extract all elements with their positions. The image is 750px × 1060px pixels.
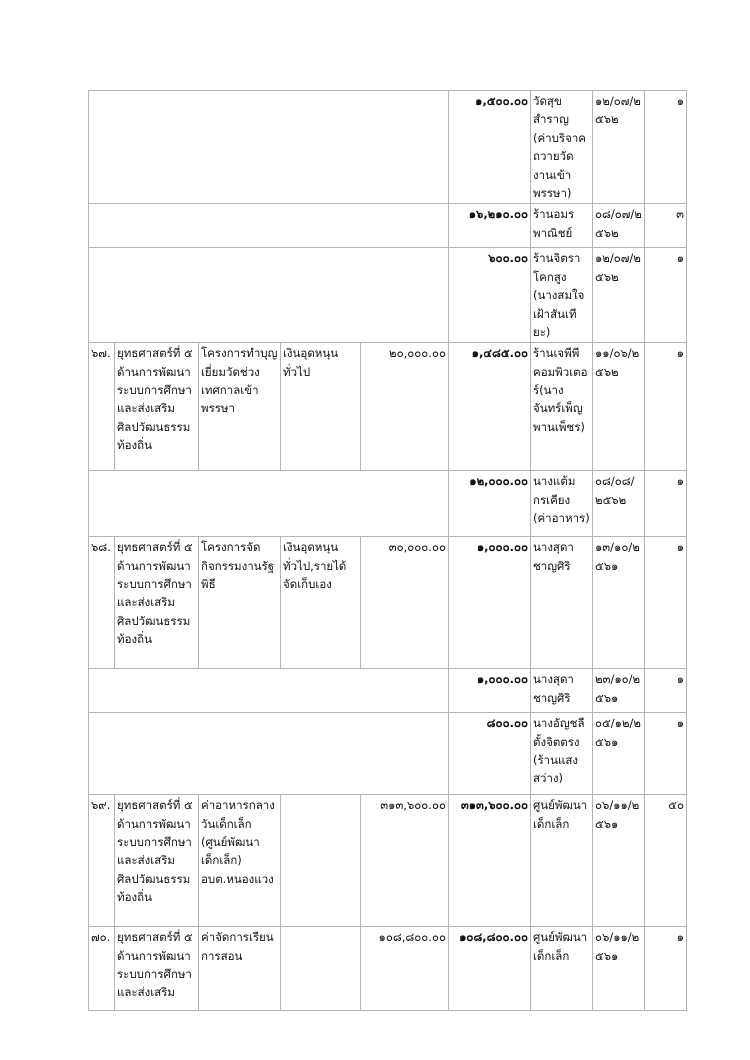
- quantity-cell: ๕๐: [645, 795, 687, 927]
- spent-amount-cell: ๑,๔๘๕.๐๐: [449, 343, 531, 471]
- date-cell: ๑๓/๑๐/๒๕๖๑: [593, 537, 645, 669]
- quantity-cell: ๑: [645, 537, 687, 669]
- date-cell: ๐๕/๑๒/๒๕๖๑: [593, 713, 645, 795]
- date-cell: ๑๒/๐๗/๒๕๖๒: [593, 91, 645, 204]
- quantity-cell: ๑: [645, 343, 687, 471]
- fund-source-cell: เงินอุดหนุนทั่วไป: [281, 343, 361, 471]
- spent-amount-cell: ๑๖,๒๑๐.๐๐: [449, 204, 531, 248]
- table-subrow: [89, 471, 687, 537]
- spent-amount-cell: ๘๐๐.๐๐: [449, 713, 531, 795]
- table-subrow: [89, 204, 687, 248]
- vendor-cell: นางแต้ม กรเคียง (ค่าอาหาร): [531, 471, 593, 537]
- date-cell: ๐๖/๑๑/๒๕๖๑: [593, 927, 645, 1011]
- row-number: ๖๗.: [89, 343, 115, 471]
- procurement-table: [88, 90, 687, 1011]
- table-row: [89, 537, 687, 669]
- date-cell: ๑๒/๐๗/๒๕๖๒: [593, 248, 645, 343]
- spent-amount-cell: ๓๑๓,๖๐๐.๐๐: [449, 795, 531, 927]
- date-cell: ๒๓/๑๐/๒๕๖๑: [593, 669, 645, 713]
- strategy-cell: ยุทธศาสตร์ที่ ๕ ด้านการพัฒนาระบบการศึกษาและส่งเสริมศิลปวัฒนธรรมท้องถิ่น: [115, 537, 199, 669]
- quantity-cell: ๑: [645, 471, 687, 537]
- spent-amount-cell: ๑๐๘,๘๐๐.๐๐: [449, 927, 531, 1011]
- table-row: [89, 343, 687, 471]
- row-number: ๖๘.: [89, 537, 115, 669]
- quantity-cell: ๑: [645, 248, 687, 343]
- project-cell: โครงการทำบุญเยี่ยมวัดช่วงเทศกาลเข้าพรรษา: [199, 343, 281, 471]
- spent-amount-cell: ๑,๕๐๐.๐๐: [449, 91, 531, 204]
- table-body: [89, 91, 687, 1011]
- row-number: ๖๙.: [89, 795, 115, 927]
- table-row: [89, 927, 687, 1011]
- merged-blank-cell: [89, 91, 449, 204]
- quantity-cell: ๓: [645, 204, 687, 248]
- vendor-cell: นางสุดา ชาญศิริ: [531, 537, 593, 669]
- fund-source-cell: [281, 927, 361, 1011]
- budget-amount-cell: ๓๐,๐๐๐.๐๐: [361, 537, 449, 669]
- spent-amount-cell: ๑,๐๐๐.๐๐: [449, 537, 531, 669]
- merged-blank-cell: [89, 669, 449, 713]
- spent-amount-cell: ๑,๐๐๐.๐๐: [449, 669, 531, 713]
- budget-amount-cell: ๓๑๓,๖๐๐.๐๐: [361, 795, 449, 927]
- vendor-cell: ร้านเจพีพีคอมพิวเตอร์(นางจันทร์เพ็ญ พานเพ็ชร): [531, 343, 593, 471]
- strategy-cell: ยุทธศาสตร์ที่ ๕ ด้านการพัฒนาระบบการศึกษาและส่งเสริม: [115, 927, 199, 1011]
- project-cell: ค่าอาหารกลางวันเด็กเล็ก (ศูนย์พัฒนาเด็กเล็ก) อบต.หนองแวง: [199, 795, 281, 927]
- date-cell: ๑๑/๐๖/๒๕๖๒: [593, 343, 645, 471]
- strategy-cell: ยุทธศาสตร์ที่ ๕ ด้านการพัฒนาระบบการศึกษาและส่งเสริมศิลปวัฒนธรรมท้องถิ่น: [115, 795, 199, 927]
- procurement-report-page: [88, 90, 686, 1011]
- date-cell: ๐๖/๑๑/๒๕๖๑: [593, 795, 645, 927]
- vendor-cell: นางสุดา ชาญศิริ: [531, 669, 593, 713]
- merged-blank-cell: [89, 204, 449, 248]
- merged-blank-cell: [89, 248, 449, 343]
- budget-amount-cell: ๒๐,๐๐๐.๐๐: [361, 343, 449, 471]
- row-number: ๗๐.: [89, 927, 115, 1011]
- quantity-cell: ๑: [645, 713, 687, 795]
- merged-blank-cell: [89, 471, 449, 537]
- spent-amount-cell: ๖๐๐.๐๐: [449, 248, 531, 343]
- quantity-cell: ๑: [645, 927, 687, 1011]
- vendor-cell: วัดสุขสำราญ (ค่าบริจาคถวายวัดงานเข้าพรรษา): [531, 91, 593, 204]
- project-cell: โครงการจัดกิจกรรมงานรัฐพิธี: [199, 537, 281, 669]
- fund-source-cell: [281, 795, 361, 927]
- table-subrow: [89, 91, 687, 204]
- quantity-cell: ๑: [645, 91, 687, 204]
- date-cell: ๐๘/๐๘/๒๕๖๒: [593, 471, 645, 537]
- fund-source-cell: เงินอุดหนุนทั่วไป,รายได้จัดเก็บเอง: [281, 537, 361, 669]
- merged-blank-cell: [89, 713, 449, 795]
- table-subrow: [89, 248, 687, 343]
- spent-amount-cell: ๑๒,๐๐๐.๐๐: [449, 471, 531, 537]
- vendor-cell: ร้านอมรพาณิชย์: [531, 204, 593, 248]
- vendor-cell: ศูนย์พัฒนาเด็กเล็ก: [531, 927, 593, 1011]
- table-subrow: [89, 669, 687, 713]
- budget-amount-cell: ๑๐๘,๘๐๐.๐๐: [361, 927, 449, 1011]
- quantity-cell: ๑: [645, 669, 687, 713]
- vendor-cell: นางอัญชลีตั้งจิตตรง (ร้านแสงสว่าง): [531, 713, 593, 795]
- project-cell: ค่าจัดการเรียนการสอน: [199, 927, 281, 1011]
- date-cell: ๐๘/๐๗/๒๕๖๒: [593, 204, 645, 248]
- table-row: [89, 795, 687, 927]
- vendor-cell: ร้านจิตราโคกสูง (นางสมใจ เฝ้าสันเทียะ): [531, 248, 593, 343]
- table-subrow: [89, 713, 687, 795]
- strategy-cell: ยุทธศาสตร์ที่ ๕ ด้านการพัฒนาระบบการศึกษาและส่งเสริมศิลปวัฒนธรรมท้องถิ่น: [115, 343, 199, 471]
- vendor-cell: ศูนย์พัฒนาเด็กเล็ก: [531, 795, 593, 927]
